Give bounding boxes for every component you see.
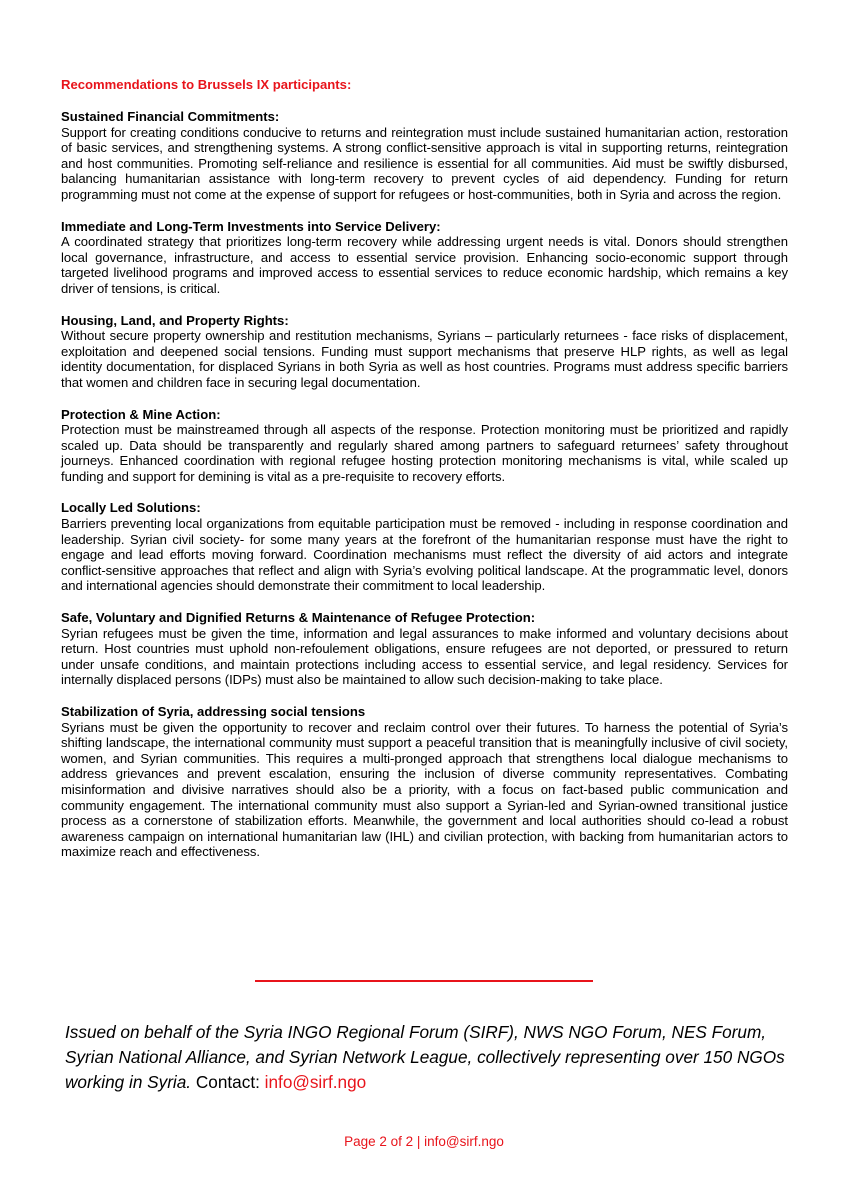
- issued-text: Issued on behalf of the Syria INGO Regional Forum (SIRF), NWS NGO Forum, NES Forum, Syrian National Alliance, and Syrian Network League, collectively representing over 150 NGOs working in Syria.: [65, 1022, 785, 1092]
- issued-statement: [65, 1020, 795, 1095]
- section-heading: Locally Led Solutions:: [61, 500, 201, 516]
- recommendation-sections: [61, 109, 788, 876]
- section-body: Barriers preventing local organizations from equitable participation must be removed - including in response coordination and leadership. Syrian civil society- for some many years at the forefront of the humanitarian response must have the right to engage and lead efforts moving forward. Coordination mechanisms must reflect the diversity of aid actors and integrate conflict-sensitive approaches that reflect and align with Syria’s evolving political landscape. At the programmatic level, donors and international agencies should demonstrate their commitment to local leadership.: [61, 516, 788, 594]
- section-financial-commitments: [61, 109, 788, 203]
- section-protection-mine-action: [61, 407, 788, 485]
- section-body: A coordinated strategy that prioritizes long-term recovery while addressing urgent needs is vital. Donors should strengthen local governance, infrastructure, and access to essential service provision. Enhancing socio-economic support through targeted livelihood programs and improved access to essential services to reduce economic hardship, which remains a key driver of tensions, is critical.: [61, 234, 788, 296]
- contact-label: Contact:: [195, 1072, 260, 1092]
- section-heading: Housing, Land, and Property Rights:: [61, 312, 289, 328]
- section-body: Syrians must be given the opportunity to recover and reclaim control over their futures. To harness the potential of Syria’s shifting landscape, the international community must support a peaceful transition that is meaningfully inclusive of civil society, women, and Syrian communities. This requires a multi-pronged approach that strengthens local dialogue mechanisms to address grievances and prevent escalation, ensuring the inclusion of diverse community representatives. Combating misinformation and divisive narratives should also be a priority, with a focus on fact-based public communication and community engagement. The international community must also support a Syrian-led and Syrian-owned transitional justice process as a cornerstone of stabilization efforts. Meanwhile, the government and local authorities should co-lead a robust awareness campaign on international humanitarian law (IHL) and civilian protection, with backing from humanitarian actors to maximize reach and effectiveness.: [61, 719, 788, 860]
- divider-rule: [255, 980, 593, 982]
- section-body: Without secure property ownership and restitution mechanisms, Syrians – particularly returnees - face risks of displacement, exploitation and deepened social tensions. Funding must support mechanisms that preserve HLP rights, as well as legal identity documentation, for displaced Syrians in both Syria as well as host countries. Programs must address specific barriers that women and children face in securing legal documentation.: [61, 328, 788, 390]
- section-service-delivery: [61, 219, 788, 297]
- page-footer: Page 2 of 2 | info@sirf.ngo: [344, 1134, 504, 1149]
- section-body: Protection must be mainstreamed through all aspects of the response. Protection monitoring must be prioritized and rapidly scaled up. Data should be transparently and regularly shared among partners to safeguard returnees’ safety throughout journeys. Enhanced coordination with regional refugee hosting protection monitoring mechanisms is vital, while scaled up funding and support for demining is vital as a pre-requisite to recovery efforts.: [61, 422, 788, 484]
- section-housing-land-property: [61, 313, 788, 391]
- section-safe-returns: [61, 610, 788, 688]
- section-heading: Safe, Voluntary and Dignified Returns & Maintenance of Refugee Protection:: [61, 610, 536, 626]
- recommendations-title: Recommendations to Brussels IX participants:: [61, 77, 352, 92]
- section-locally-led-solutions: [61, 500, 788, 594]
- section-heading: Stabilization of Syria, addressing social tensions: [61, 704, 366, 719]
- section-body: Support for creating conditions conducive to returns and reintegration must include sustained humanitarian action, restoration of basic services, and strengthening systems. A strong conflict-sensitive approach is vital in supporting returns, reintegration and host communities. Promoting self-reliance and resilience is essential for all communities. Aid must be swiftly disbursed, balancing humanitarian assistance with long-term recovery to prevent cycles of aid dependency. Funding for return programming must not come at the expense of support for refugees or host-communities, both in Syria and across the region.: [61, 124, 788, 202]
- section-heading: Protection & Mine Action:: [61, 406, 221, 422]
- section-heading: Sustained Financial Commitments:: [61, 109, 280, 124]
- section-body: Syrian refugees must be given the time, information and legal assurances to make informed and voluntary decisions about return. Host countries must uphold non-refoulement obligations, ensure refugees are not deported, or pressured to return under unsafe conditions, and maintain protections including access to essential service, and legal residency. Services for internally displaced persons (IDPs) must also be maintained to allow such decision-making to take place.: [61, 625, 788, 688]
- section-stabilization: [61, 704, 788, 860]
- section-heading: Immediate and Long-Term Investments into Service Delivery:: [61, 218, 441, 234]
- contact-email-link[interactable]: info@sirf.ngo: [264, 1072, 367, 1092]
